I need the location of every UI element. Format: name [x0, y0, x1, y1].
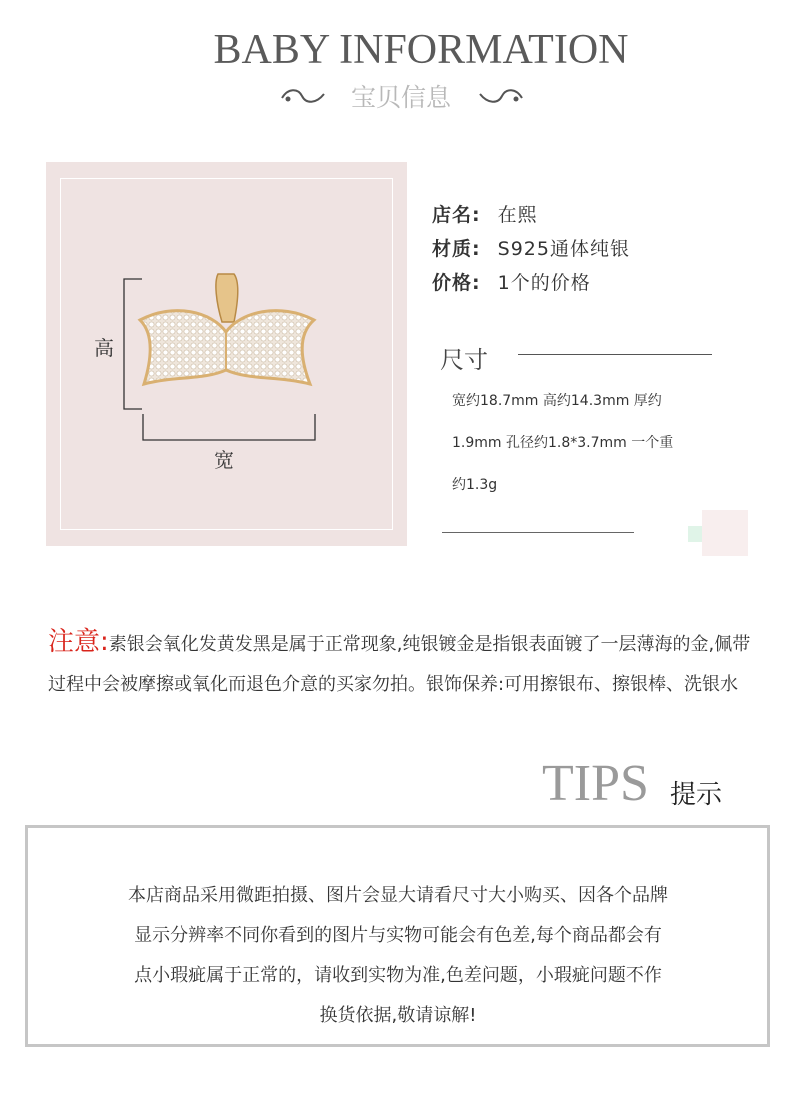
product-photo — [46, 162, 407, 546]
decorative-swatch — [688, 526, 702, 542]
tips-title: TIPS — [542, 755, 649, 812]
size-line-1: 宽约18.7mm 高约14.3mm 厚约 — [452, 393, 662, 409]
right-ornament-icon — [478, 86, 524, 108]
price-value: 1个的价格 — [497, 272, 591, 294]
whale-tail-pendant-image — [134, 272, 320, 412]
tips-text — [28, 876, 768, 1036]
tips-line: 显示分辨率不同你看到的图片与实物可能会有色差,每个商品都会有 — [134, 925, 662, 946]
tips-line: 点小瑕疵属于正常的，请收到实物为准,色差问题，小瑕疵问题不作 — [134, 965, 662, 986]
width-dimension-bracket — [142, 412, 316, 442]
shop-name-key: 店名: — [432, 204, 481, 226]
notice-label: 注意: — [48, 627, 109, 657]
material-value: S925通体纯银 — [497, 238, 630, 260]
width-label: 宽 — [214, 448, 234, 472]
section-title: BABY INFORMATION — [213, 27, 629, 73]
height-label: 高 — [94, 336, 114, 360]
tips-line: 换货依据,敬请谅解! — [319, 1005, 477, 1026]
notice-text: 素银会氧化发黄发黑是属于正常现象,纯银镀金是指银表面镀了一层薄海的金,佩带过程中会被摩擦或氧化而退色介意的买家勿拍。银饰保养:可用擦银布、擦银棒、洗银水 — [48, 634, 751, 695]
tips-box — [25, 825, 770, 1047]
price-row — [432, 268, 591, 295]
info-bottom-divider — [442, 532, 634, 533]
size-line-2: 1.9mm 孔径约1.8*3.7mm 一个重 — [452, 435, 674, 451]
tips-line: 本店商品采用微距拍摄、图片会显大请看尺寸大小购买、因各个品牌 — [128, 885, 668, 906]
section-subtitle: 宝贝信息 — [350, 83, 451, 112]
left-ornament-icon — [280, 86, 326, 108]
price-key: 价格: — [432, 272, 481, 294]
decorative-swatch — [702, 510, 748, 556]
size-title: 尺寸 — [440, 346, 488, 374]
subtitle-row — [280, 78, 530, 118]
care-notice — [48, 622, 760, 705]
size-line-3: 约1.3g — [452, 477, 498, 493]
shop-name-row — [432, 200, 538, 227]
tips-subtitle: 提示 — [670, 780, 723, 810]
shop-name-value: 在熙 — [497, 204, 538, 226]
size-divider — [518, 354, 712, 355]
material-row — [432, 234, 630, 261]
material-key: 材质: — [432, 238, 481, 260]
